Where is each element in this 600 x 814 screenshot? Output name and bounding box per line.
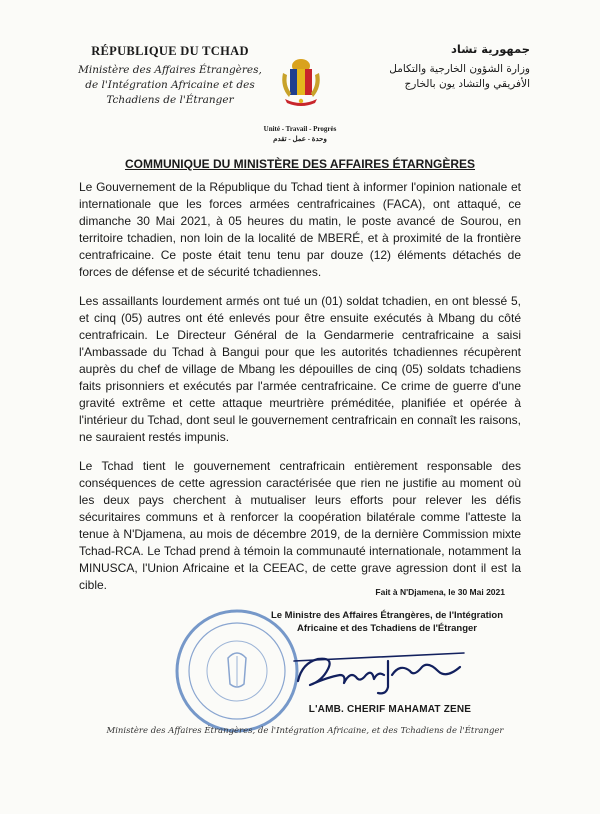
communique-body [79,179,521,606]
ministry-name [70,63,270,108]
national-motto [200,124,400,144]
body-paragraph: Les assaillants lourdement armés ont tué un (01) soldat tchadien, en ont blessé 5, et cinq (05) autres ont été enlevés pour être ensuite exécutés à Mbang du côté centrafricain. Le Directeur Général de la Gendarmerie centrafricaine a saisi l'Ambassade du Tchad à Bangui pour que les autorités tchadiennes récupèrent auprès du chef de village de Mbang les dépouilles de cinq (05) soldats tchadiens faits prisonniers et exécutés par l'armée centrafricaine. Ce crime de guerre d'une gravité extrême et cette attaque meurtrière préméditée, planifiée et opérée à l'intérieur du Tchad, dont seul le gouvernement centrafricain en connaît les raisons, ne sauraient restés impunis. [79,294,521,444]
ministry-line: de l'Intégration Africaine et des [85,79,255,91]
republic-title-arabic: جمهورية تشاد [451,42,530,56]
official-stamp [172,606,302,736]
ministry-footer: Ministère des Affaires Étrangères, de l'Intégration Africaine, et des Tchadiens de l'Étranger [106,726,504,736]
handwritten-signature [288,641,466,699]
signatory-title-line: Le Ministre des Affaires Étrangères, de l'Intégration [270,610,504,621]
ministry-name-arabic [350,62,530,92]
header-right-arabic [350,42,530,92]
ministry-line-arabic: الأفريقي والتشاد يون بالخارج [404,78,530,90]
signatory-title-line: Africaine et des Tchadiens de l'Étranger [297,623,477,634]
coat-of-arms-emblem [279,57,323,109]
republic-title: RÉPUBLIQUE DU TCHAD [91,44,249,58]
header-left [70,44,270,108]
motto-arabic: وحدة - عمل - تقدم [273,135,327,143]
motto-french: Unité - Travail - Progrès [263,125,337,133]
ministry-line: Tchadiens de l'Étranger [106,94,234,106]
ministry-line-arabic: وزارة الشؤون الخارجية والتكامل [389,63,530,75]
signatory-name: L'AMB. CHERIF MAHAMAT ZENE [308,704,472,715]
place-and-date: Fait à N'Djamena, le 30 Mai 2021 [375,587,505,597]
body-paragraph: Le Gouvernement de la République du Tchad tient à informer l'opinion nationale et internationale que les forces armées centrafricaines (FACA), ont attaqué, ce dimanche 30 Mai 2021, à 05 heures du matin, le poste avancé de Sourou, en territoire tchadien, non loin de la localité de MBERÉ, et à proximité de la frontière centrafricaine. Ce poste était tenu tenu par douze (12) éléments détachés de forces de défense et de sécurité tchadiennes. [79,180,521,279]
communique-title: COMMUNIQUE DU MINISTÈRE DES AFFAIRES ÉTARNGÈRES [124,157,476,171]
body-paragraph: Le Tchad tient le gouvernement centrafricain entièrement responsable des conséquences de cette agression caractérisée que rien ne justifie au moment où les deux pays cherchent à mutualiser leurs efforts pour relever les défis sécuritaires communs et à renforcer la coopération bilatérale comme l'atteste la tenue à N'Djamena, au mois de décembre 2019, de la dernière Commission mixte Tchad-RCA. Le Tchad prend à témoin la communauté internationale, notamment la MINUSCA, l'Union Africaine et la CEEAC, de cette grave agression dont il est la cible. [79,459,521,592]
ministry-line: Ministère des Affaires Étrangères, [78,64,262,76]
